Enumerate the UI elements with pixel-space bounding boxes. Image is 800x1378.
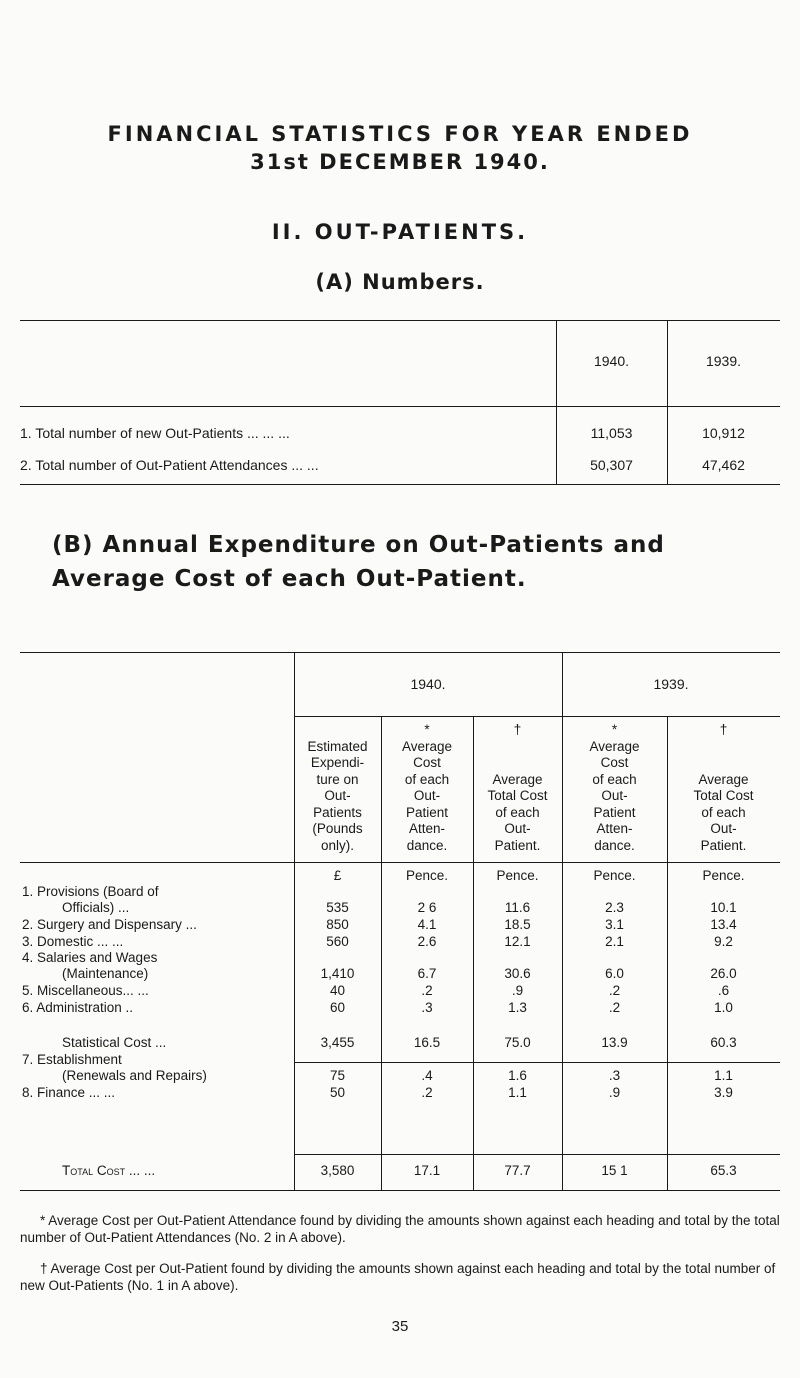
column-header-line: Patient. <box>494 837 541 853</box>
table-cell: 12.1 <box>504 933 531 949</box>
section-title: II. OUT-PATIENTS. <box>271 220 529 244</box>
column-header-line: Patient <box>405 804 449 820</box>
column-header-line: of each <box>495 804 540 820</box>
row-label: 1. Provisions (Board of <box>22 884 159 899</box>
table-cell: .6 <box>717 983 730 998</box>
column-header-line: Total Cost <box>487 788 548 803</box>
table-cell: 13.9 <box>601 1035 628 1050</box>
table-cell: .3 <box>421 999 433 1015</box>
unit-label: Pence. <box>496 868 539 883</box>
row-label: 4. Salaries and Wages <box>22 950 158 965</box>
column-header-line: Average <box>698 771 749 787</box>
row-label-cont: (Maintenance) <box>62 966 149 981</box>
table-cell: 1.1 <box>714 1068 733 1083</box>
table-cell: 3.1 <box>605 917 624 932</box>
footnote-attendance: * Average Cost per Out-Patient Attendance found by dividing the amounts shown against each heading and total by the total number of Out-Patient Attendances (No. 2 in A above). <box>20 1213 780 1245</box>
total-cost-label: Total Cost ... ... <box>62 1163 156 1178</box>
table-a-header-1940: 1940. <box>593 353 630 369</box>
column-header-line: Average <box>589 738 640 754</box>
column-header-line: Average <box>401 738 453 754</box>
row-label: 3. Domestic ... ... <box>22 933 124 949</box>
table-cell: 2.3 <box>605 900 624 915</box>
column-header-line: Patient. <box>700 837 747 853</box>
column-header-line: Out- <box>413 788 441 803</box>
table-cell: .2 <box>421 983 433 998</box>
table-cell: 26.0 <box>710 966 737 981</box>
column-header-line: † <box>513 722 522 737</box>
row-label: 8. Finance ... ... <box>22 1085 116 1100</box>
table-cell: 77.7 <box>504 1163 531 1178</box>
column-header-line: Out- <box>710 821 737 836</box>
column-header-line: † <box>719 722 728 737</box>
statistical-cost-label: Statistical Cost ... <box>62 1035 167 1050</box>
table-cell: 1.1 <box>508 1085 527 1100</box>
table-cell: 6.7 <box>417 966 437 981</box>
column-header-line: dance. <box>406 837 448 853</box>
column-header-line: Out- <box>324 788 351 803</box>
table-cell: 16.5 <box>413 1035 441 1050</box>
column-header-line: Cost <box>600 755 629 770</box>
section-b-title-line1: (B) Annual Expenditure on Out-Patients and <box>52 532 665 558</box>
table-cell: 535 <box>326 900 349 915</box>
table-cell: 13.4 <box>710 917 737 932</box>
main-title-date: 31st DECEMBER 1940. <box>250 150 550 174</box>
table-cell: 1.0 <box>714 999 733 1015</box>
table-cell: .3 <box>608 1068 621 1083</box>
table-cell: .9 <box>608 1085 621 1100</box>
unit-label: Pence. <box>405 868 449 883</box>
table-cell: 60.3 <box>710 1035 737 1050</box>
column-header-line: Atten- <box>408 821 446 836</box>
column-header-line: Total Cost <box>693 788 754 803</box>
row-label: 2. Surgery and Dispensary ... <box>22 917 197 932</box>
column-header-line: of each <box>592 771 637 787</box>
table-a-cell: 50,307 <box>590 457 633 473</box>
table-cell: .2 <box>608 999 621 1015</box>
table-a-cell: 10,912 <box>702 425 745 441</box>
column-header-line: Out- <box>601 788 628 803</box>
column-header-line: Average <box>492 771 543 787</box>
row-label-cont: (Renewals and Repairs) <box>62 1068 207 1083</box>
unit-label: Pence. <box>702 868 745 883</box>
table-cell: .2 <box>421 1085 433 1100</box>
footnote-patient: † Average Cost per Out-Patient found by dividing the amounts shown against each heading and total by the total number of new Out-Patients (No. 1 in A above). <box>20 1261 776 1293</box>
table-cell: 75 <box>329 1068 346 1083</box>
table-b-header-1939: 1939. <box>653 676 689 692</box>
row-label: 6. Administration .. <box>22 999 134 1015</box>
column-header-line: Estimated <box>307 738 368 754</box>
column-header-line: * <box>424 722 430 737</box>
main-title: FINANCIAL STATISTICS FOR YEAR ENDED <box>107 122 693 146</box>
table-cell: .4 <box>421 1068 433 1083</box>
table-cell: 560 <box>326 933 349 949</box>
table-a-row-label: 2. Total number of Out-Patient Attendances ... ... <box>20 457 319 473</box>
section-a-title: (A) Numbers. <box>315 270 485 294</box>
table-cell: 17.1 <box>413 1163 441 1178</box>
column-header-line: Out- <box>504 821 531 836</box>
column-header-line: Cost <box>413 755 441 770</box>
unit-label: Pence. <box>593 868 636 883</box>
unit-label: £ <box>333 868 342 883</box>
table-cell: 1.6 <box>508 1068 527 1083</box>
table-cell: .9 <box>511 983 524 998</box>
table-cell: 40 <box>329 983 346 998</box>
row-label: 7. Establishment <box>22 1052 122 1067</box>
table-a-header-1939: 1939. <box>705 353 742 369</box>
table-cell: 6.0 <box>605 966 624 981</box>
column-header-line: dance. <box>594 837 635 853</box>
table-b-header-1940: 1940. <box>410 676 446 692</box>
table-cell: 18.5 <box>504 917 531 932</box>
column-header-line: Expendi- <box>310 755 365 770</box>
table-cell: 2 6 <box>417 900 437 915</box>
table-cell: 2.1 <box>605 933 624 949</box>
table-cell: 850 <box>326 917 349 932</box>
table-a-cell: 11,053 <box>590 425 633 441</box>
row-label: 5. Miscellaneous... ... <box>22 983 149 998</box>
column-header-line: (Pounds <box>312 821 363 836</box>
column-header-line: of each <box>404 771 450 787</box>
table-cell: 4.1 <box>417 917 437 932</box>
column-header-line: of each <box>701 804 746 820</box>
column-header-line: Patients <box>313 804 362 820</box>
table-cell: .2 <box>608 983 621 998</box>
table-cell: 3.9 <box>714 1085 733 1100</box>
table-cell: 50 <box>329 1085 346 1100</box>
table-cell: 30.6 <box>504 966 531 981</box>
section-b-title-line2: Average Cost of each Out-Patient. <box>52 566 527 592</box>
row-label-cont: Officials) ... <box>62 900 130 915</box>
table-cell: 1,410 <box>320 966 355 981</box>
column-header-line: Atten- <box>596 821 633 836</box>
table-cell: 3,455 <box>320 1035 355 1050</box>
table-cell: 10.1 <box>710 900 737 915</box>
table-cell: 3,580 <box>320 1163 355 1178</box>
column-header-line: only). <box>320 837 354 853</box>
table-cell: 15 1 <box>601 1163 628 1178</box>
table-a-row-label: 1. Total number of new Out-Patients ... ... ... <box>20 425 290 441</box>
column-header-line: * <box>611 722 618 737</box>
column-header-line: Patient <box>593 804 636 820</box>
table-cell: 11.6 <box>504 900 531 915</box>
table-cell: 2.6 <box>417 933 437 949</box>
table-cell: 75.0 <box>504 1035 531 1050</box>
column-header-line: ture on <box>316 771 359 787</box>
table-cell: 1.3 <box>508 999 527 1015</box>
table-a-cell: 47,462 <box>702 457 745 473</box>
table-cell: 9.2 <box>714 933 733 949</box>
table-cell: 60 <box>329 999 346 1015</box>
page-number: 35 <box>391 1318 409 1335</box>
table-cell: 65.3 <box>710 1163 737 1178</box>
